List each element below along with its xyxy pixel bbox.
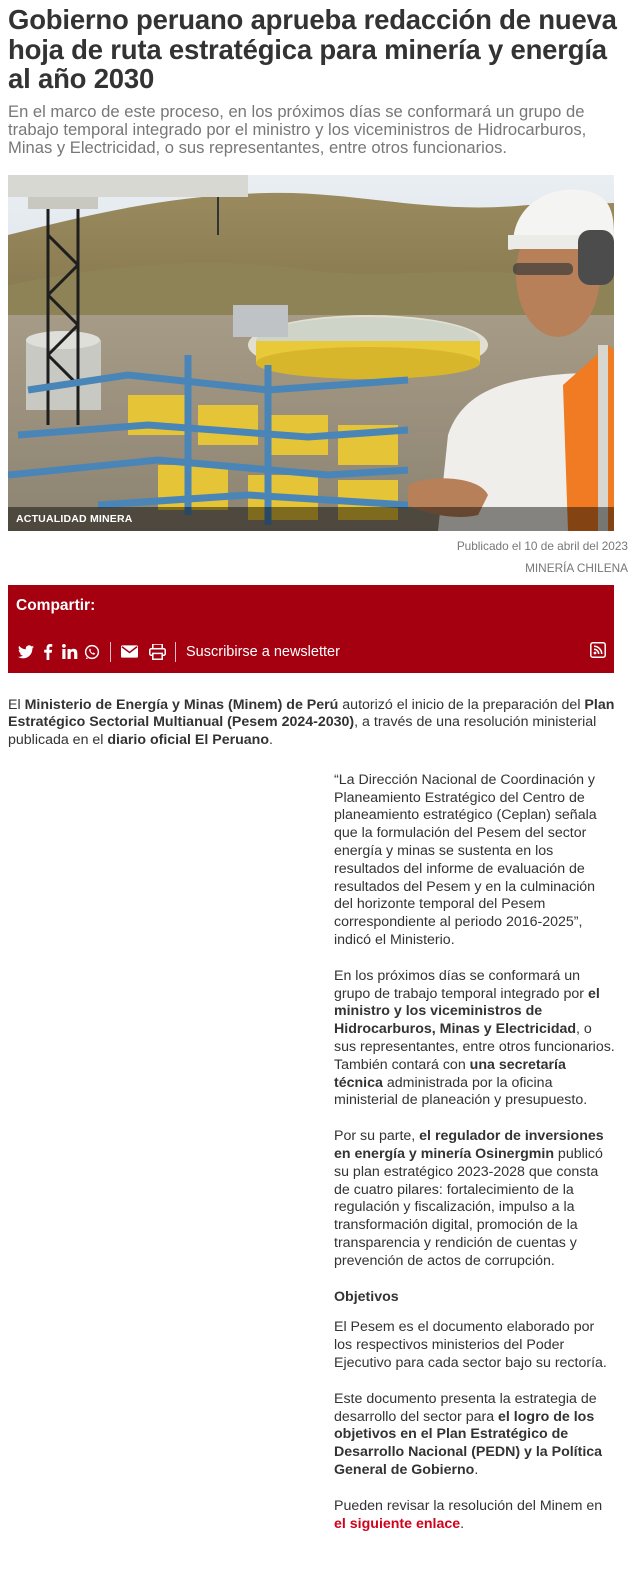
lead-text: . [269,732,273,749]
body-bold: el regulador de inversiones en energía y minería Osinergmin [334,1128,604,1163]
lead-paragraph [8,697,628,750]
body-text: En los próximos días se conformará un grupo de trabajo temporal integrado por [334,967,588,1002]
body-paragraph [334,1391,616,1480]
twitter-icon[interactable] [16,642,36,662]
article-title: Gobierno peruano aprueba redacción de nueva hoja de ruta estratégica para minería y energía al año 2030 [8,4,617,94]
lead-bold: diario oficial El Peruano [107,732,270,749]
body-text: publicó su plan estratégico 2023-2028 que consta de cuatro pilares: fortalecimiento de la regulación y fiscalización, impulso a la transformación digital, promoción de la transparencia y rendición de cuentas y prevención de actos de corrupción. [334,1146,603,1269]
share-separator [110,642,111,662]
image-caption: ACTUALIDAD MINERA [8,507,614,531]
lead-text: El [8,696,25,713]
article-meta [8,538,628,576]
body-text: Este documento presenta la estrategia de desarrollo del sector para [334,1390,597,1425]
share-title: Compartir: [16,596,96,614]
whatsapp-icon[interactable] [82,642,102,662]
body-text: . [474,1461,479,1478]
lead-text: autorizó el inicio de la preparación del [338,696,585,713]
body-paragraph [334,1498,616,1534]
body-paragraph [334,1128,616,1270]
body-paragraph: El Pesem es el documento elaborado por los respectivos ministerios del Poder Ejecutivo para cada sector bajo su rectoría. [334,1319,607,1371]
resolution-link[interactable]: el siguiente enlace [334,1515,461,1532]
body-text: administrada por la oficina ministerial de planeación y presupuesto. [334,1074,588,1109]
mining-plant-photo [8,175,614,531]
rss-icon[interactable] [590,642,606,658]
lead-bold: Ministerio de Energía y Minas (Minem) de Perú [24,696,339,713]
body-paragraph [334,968,616,1110]
body-bold: una secretaría técnica [334,1056,566,1091]
body-text: Por su parte, [334,1128,420,1145]
article-subtitle: En el marco de este proceso, en los próximos días se conformará un grupo de trabajo temporal integrado por el ministro y los viceministros de Hidrocarburos, Minas y Electricidad, o sus representantes, entre otros funcionarios. [8,101,587,157]
linkedin-icon[interactable] [60,642,80,662]
facebook-icon[interactable] [38,642,58,662]
body-text: Pueden revisar la resolución del Minem en [334,1497,603,1514]
print-icon[interactable] [147,642,167,662]
share-bar [8,585,614,673]
lead-bold: Plan Estratégico Sectorial Multianual (Pesem 2024-2030) [8,696,615,731]
body-text: . [460,1515,465,1532]
email-icon[interactable] [119,642,139,662]
share-buttons [16,641,606,663]
quote-paragraph: “La Dirección Nacional de Coordinación y Planeamiento Estratégico del Centro de planeamiento estratégico (Ceplan) señala que la formulación del Pesem del sector energía y minas se sustenta en los resultados del informe de evaluación de resultados del Pesem y en la culminación del horizonte temporal del Pesem correspondiente al periodo 2016-2025”, indicó el Ministerio. [334,771,597,949]
section-heading-objetivos: Objetivos [334,1288,399,1305]
lead-text: , a través de una resolución ministerial publicada en el [8,714,597,749]
source-label[interactable]: MINERÍA CHILENA [525,560,628,575]
body-bold: el logro de los objetivos en el Plan Estratégico de Desarrollo Nacional (PEDN) y la Política General de Gobierno [334,1408,603,1478]
hero-image [8,175,614,531]
share-separator [175,642,176,662]
body-bold: el ministro y los viceministros de Hidrocarburos, Minas y Electricidad [334,985,600,1038]
publish-date: Publicado el 10 de abril del 2023 [456,538,628,553]
newsletter-link[interactable]: Suscribirse a newsletter [186,643,340,660]
body-text: , o sus representantes, entre otros funcionarios. También contará con [334,1021,615,1073]
article-body-column [334,772,616,1533]
